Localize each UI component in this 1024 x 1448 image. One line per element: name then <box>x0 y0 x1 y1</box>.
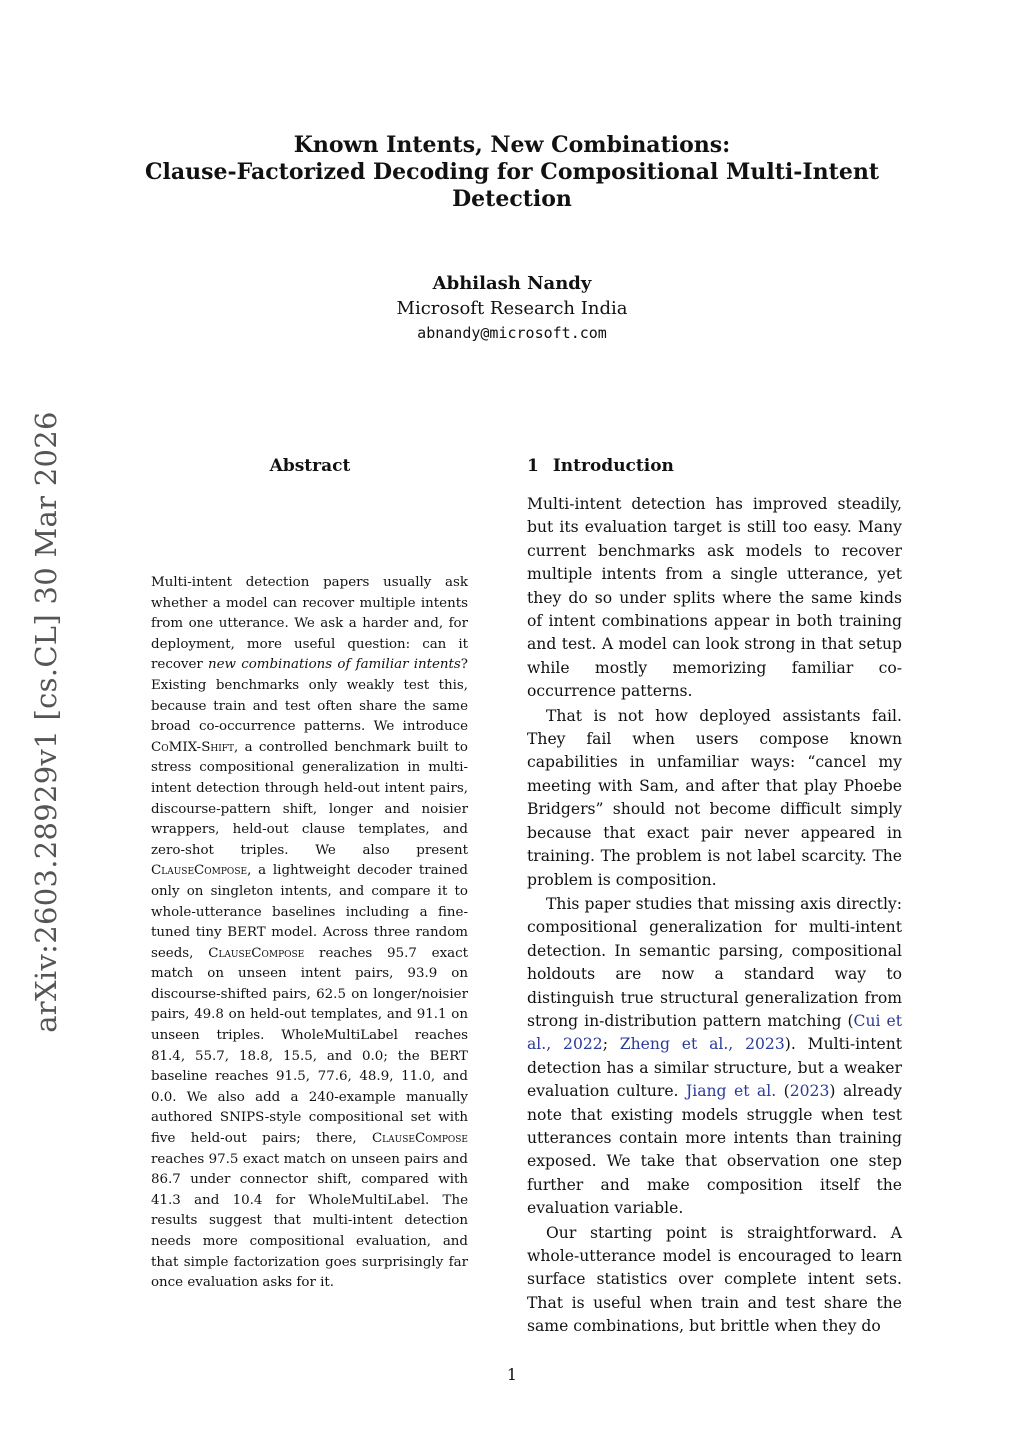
introduction-body <box>527 493 902 1339</box>
benchmark-name: CoMIX-Shift <box>151 739 235 755</box>
title-line: Known Intents, New Combinations: <box>293 132 731 158</box>
section-heading <box>527 455 674 477</box>
abstract-text: Multi-intent detection papers usually ask whether a model can recover multiple intents from one utterance. We ask a harder and, for deployment, more useful question: can it recover <box>151 575 468 673</box>
title-line: Clause-Factorized Decoding for Compositional Multi-Intent <box>144 159 879 185</box>
section-number: 1 <box>527 456 539 476</box>
author-email: abnandy@microsoft.com <box>417 324 607 342</box>
author-affiliation: Microsoft Research India <box>396 298 628 319</box>
paragraph-text: ) already note that existing models struggle when test utterances contain more intents than training exposed. We take that observation one step further and make composition itself the evaluation variable. <box>527 1082 902 1218</box>
title-line: Detection <box>452 186 572 212</box>
section-title: Introduction <box>552 456 674 476</box>
paragraph-text: This paper studies that missing axis directly: compositional generalization for multi-intent detection. In semantic parsing, compositional holdouts are now a standard way to distinguish true structural generalization from strong in-distribution pattern matching ( <box>527 894 902 1030</box>
abstract-text: , a lightweight decoder trained only on singleton intents, and compare it to whole-utterance baselines including a fine-tuned tiny BERT model. Across three random seeds, <box>151 863 468 961</box>
abstract-text: , a controlled benchmark built to stress compositional generalization in multi-intent detection through held-out intent pairs, discourse-pattern shift, longer and noisier wrappers, held-out clause templates, and zero-shot triples. We also present <box>151 739 468 858</box>
paragraph-text: ( <box>776 1082 790 1101</box>
abstract-emphasis: new combinations of familiar intents <box>208 657 461 673</box>
author-block <box>0 272 1024 344</box>
paragraph-text: ). Multi-intent detection has a similar structure, but a weaker evaluation culture. <box>527 1035 902 1101</box>
citation-link[interactable]: 2023 <box>789 1082 830 1101</box>
abstract-body <box>151 573 468 1294</box>
abstract-text: reaches 97.5 exact match on unseen pairs and 86.7 under connector shift, compared with 41.3 and 10.4 for WholeMultiLabel. The results suggest that multi-intent detection needs more compositional evaluation, and that simple factorization goes surprisingly far once evaluation asks for it. <box>151 1151 468 1291</box>
author-name: Abhilash Nandy <box>432 273 592 294</box>
citation-link[interactable]: Cui et al., 2022 <box>527 1011 902 1054</box>
citation-separator: ; <box>602 1035 620 1054</box>
model-name: ClauseCompose <box>371 1131 468 1147</box>
arxiv-stamp: arXiv:2603.28929v1 [cs.CL] 30 Mar 2026 <box>29 411 63 1033</box>
paper-title <box>140 132 884 213</box>
paragraph: Multi-intent detection has improved steadily, but its evaluation target is still too easy. Many current benchmarks ask models to recover multiple intents from a single utterance, yet they do so under splits where the same kinds of intent combinations appear in both training and test. A model can look strong in that setup while mostly memorizing familiar co-occurrence patterns. <box>527 495 902 701</box>
model-name: ClauseCompose <box>151 863 248 879</box>
citation-link[interactable]: Jiang et al. <box>685 1082 777 1101</box>
page-number: 1 <box>506 1365 518 1384</box>
abstract-text: reaches 95.7 exact match on unseen intent pairs, 93.9 on discourse-shifted pairs, 62.5 on longer/noisier pairs, 49.8 on held-out templates, and 91.1 on unseen triples. WholeMultiLabel reaches 81.4, 55.7, 18.8, 15.5, and 0.0; the BERT baseline reaches 91.5, 77.6, 48.9, 11.0, and 0.0. We also add a 240-example manually authored SNIPS-style compositional set with five held-out pairs; there, <box>151 945 468 1147</box>
model-name: ClauseCompose <box>208 945 305 961</box>
paragraph: Our starting point is straightforward. A whole-utterance model is encouraged to learn surface statistics over complete intent sets. That is useful when train and test share the same combinations, but brittle when they do <box>527 1223 902 1336</box>
paragraph <box>527 893 902 1221</box>
citation-link[interactable]: Zheng et al., 2023 <box>619 1035 785 1054</box>
paragraph: That is not how deployed assistants fail. They fail when users compose known capabilities in unfamiliar ways: “cancel my meeting with Sam, and after that play Phoebe Bridgers” should not become difficult simply because that exact pair never appeared in training. The problem is not label scarcity. The problem is composition. <box>527 706 902 889</box>
abstract-text: ? Existing benchmarks only weakly test this, because train and test often share the same broad co-occurrence patterns. We introduce <box>151 657 468 735</box>
abstract-heading: Abstract <box>269 456 351 476</box>
